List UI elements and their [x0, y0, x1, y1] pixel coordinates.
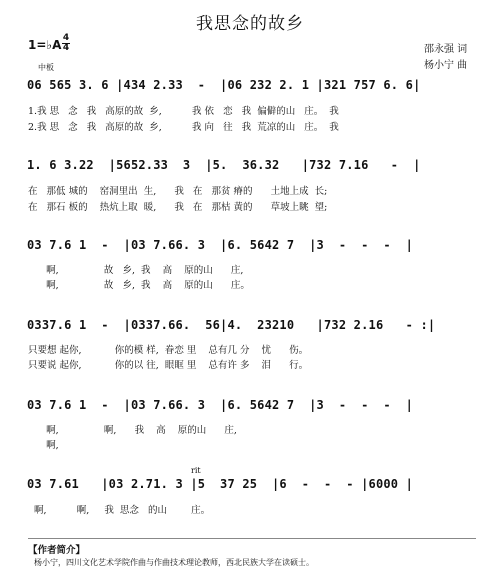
notation-line-4: 0337.6 1 - |0337.66. 56|4. 23210 |732 2.16 - :| — [27, 318, 436, 332]
lyricist-credit: 邵永强 词 — [424, 44, 468, 55]
author-intro-text: 杨小宁，四川文化艺术学院作曲与作曲技术理论教师，西北民族大学在读硕士。 — [34, 558, 314, 567]
time-signature-top: 4 — [62, 33, 70, 43]
ritardando-mark: rit — [191, 466, 201, 475]
lyric-line-2-2: 在 那石 板的 热炕上取 暖, 我 在 那枯 黄的 草坡上眺 望; — [28, 202, 328, 213]
key-signature: 1=♭A — [28, 38, 62, 52]
notation-line-2: 1. 6 3.22 |5652.33 3 |5. 36.32 |732 7.16 - | — [27, 158, 421, 172]
lyric-line-1-1: 1.我 思 念 我 高原的故 乡, 我 依 恋 我 偏僻的山 庄。 我 — [28, 106, 339, 117]
tempo-mark: 中板 — [38, 63, 54, 72]
lyric-line-4-2: 只要说 起你, 你的以 往, 眼眶 里 总有许 多 泪 行。 — [28, 360, 309, 371]
notation-line-1: 06 565 3. 6 |434 2.33 - |06 232 2. 1 |321 757 6. 6| — [27, 78, 421, 92]
lyric-line-2-1: 在 那低 城的 窑洞里出 生, 我 在 那贫 瘠的 土地上成 长; — [28, 186, 328, 197]
lyric-line-3-1: 啊, 故 乡, 我 高 原的山 庄, — [28, 265, 244, 276]
notation-line-3: 03 7.6 1 - |03 7.66. 3 |6. 5642 7 |3 - - - | — [27, 238, 414, 252]
notation-line-5: 03 7.6 1 - |03 7.66. 3 |6. 5642 7 |3 - - - | — [27, 398, 414, 412]
lyric-line-3-2: 啊, 故 乡, 我 高 原的山 庄。 — [28, 280, 250, 291]
song-title: 我思念的故乡 — [196, 14, 304, 34]
lyric-line-1-2: 2.我 思 念 我 高原的故 乡, 我 向 往 我 荒凉的山 庄。 我 — [28, 122, 339, 133]
time-signature — [62, 34, 70, 53]
composer-credit: 杨小宁 曲 — [424, 60, 468, 71]
author-intro-heading: 【作者简介】 — [28, 545, 86, 556]
notation-line-6: 03 7.61 |03 2.71. 3 |5 37 25 |6 - - - |6000 | — [27, 477, 414, 491]
lyric-line-5-1: 啊, 啊, 我 高 原的山 庄, — [28, 425, 237, 436]
time-signature-bottom: 4 — [62, 43, 70, 53]
lyric-line-4-1: 只要想 起你, 你的模 样, 眷恋 里 总有几 分 忧 伤。 — [28, 345, 309, 356]
lyric-line-5-2: 啊, — [28, 440, 59, 451]
lyric-line-6-1: 啊, 啊, 我 思念 的山 庄。 — [28, 505, 211, 516]
